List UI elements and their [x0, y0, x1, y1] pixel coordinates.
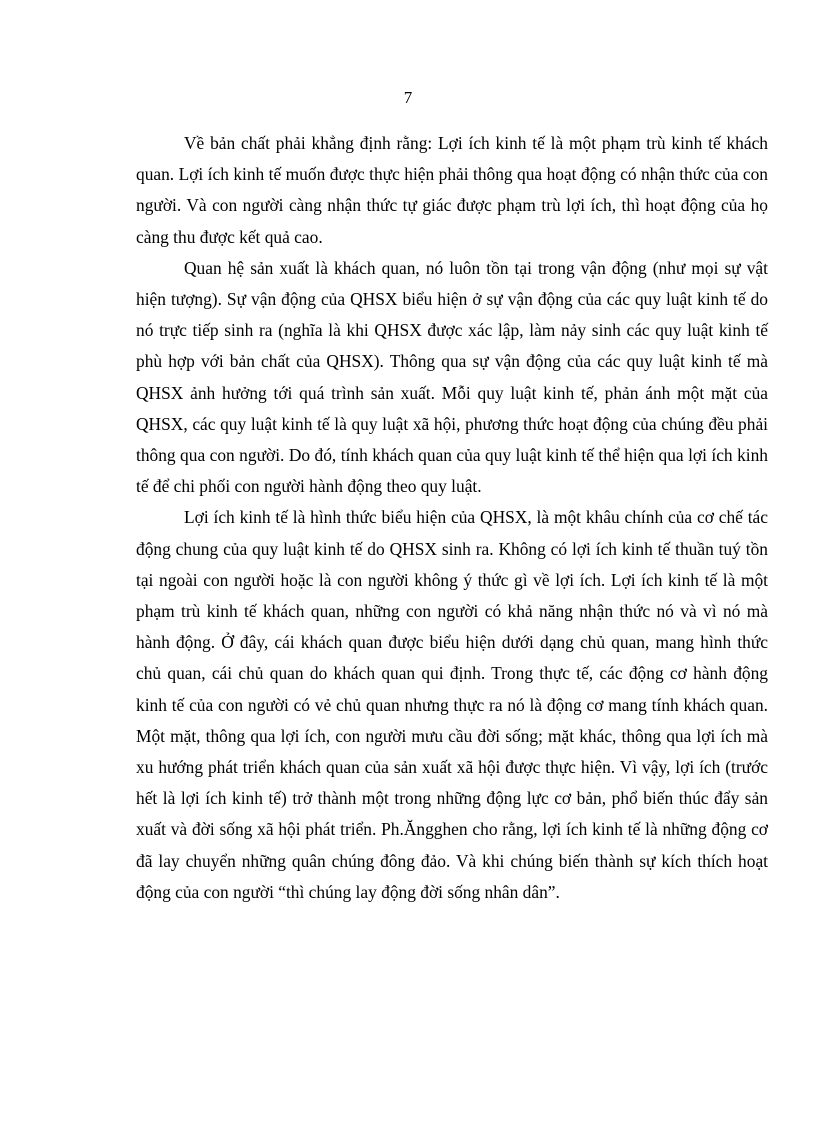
- paragraph-2: Quan hệ sản xuất là khách quan, nó luôn tồn tại trong vận động (như mọi sự vật hiện tượng). Sự vận động của QHSX biểu hiện ở sự vận động của các quy luật kinh tế do nó trực tiếp sinh ra (nghĩa là khi QHSX được xác lập, làm nảy sinh các quy luật kinh tế phù hợp với bản chất của QHSX). Thông qua sự vận động của các quy luật kinh tế mà QHSX ảnh hưởng tới quá trình sản xuất. Mỗi quy luật kinh tế, phản ánh một mặt của QHSX, các quy luật kinh tế là quy luật xã hội, phương thức hoạt động của chúng đều phải thông qua con người. Do đó, tính khách quan của quy luật kinh tế thể hiện qua lợi ích kinh tế để chi phối con người hành động theo quy luật.: [136, 257, 768, 497]
- body-text: [136, 128, 768, 908]
- page-number: 7: [403, 88, 413, 107]
- paragraph-3: Lợi ích kinh tế là hình thức biểu hiện của QHSX, là một khâu chính của cơ chế tác động chung của quy luật kinh tế do QHSX sinh ra. Không có lợi ích kinh tế thuần tuý tồn tại ngoài con người hoặc là con người không ý thức gì về lợi ích. Lợi ích kinh tế là một phạm trù kinh tế khách quan, những con người có khả năng nhận thức nó và vì nó mà hành động. Ở đây, cái khách quan được biểu hiện dưới dạng chủ quan, mang hình thức chủ quan, cái chủ quan do khách quan qui định. Trong thực tế, các động cơ hành động kinh tế của con người có vẻ chủ quan nhưng thực ra nó là động cơ mang tính khách quan. Một mặt, thông qua lợi ích, con người mưu cầu đời sống; mặt khác, thông qua lợi ích mà xu hướng phát triển khách quan của sản xuất xã hội được thực hiện. Vì vậy, lợi ích (trước hết là lợi ích kinh tế) trở thành một trong những động lực cơ bản, phổ biến thúc đẩy sản xuất và đời sống xã hội phát triển. Ph.Ăngghen cho rằng, lợi ích kinh tế là những động cơ đã lay chuyển những quân chúng đông đảo. Và khi chúng biến thành sự kích thích hoạt động của con người “thì chúng lay động đời sống nhân dân”.: [136, 507, 768, 902]
- paragraph-1: Về bản chất phải khẳng định rằng: Lợi ích kinh tế là một phạm trù kinh tế khách quan. Lợi ích kinh tế muốn được thực hiện phải thông qua hoạt động có nhận thức của con người. Và con người càng nhận thức tự giác được phạm trù lợi ích, thì hoạt động của họ càng thu được kết quả cao.: [136, 133, 768, 247]
